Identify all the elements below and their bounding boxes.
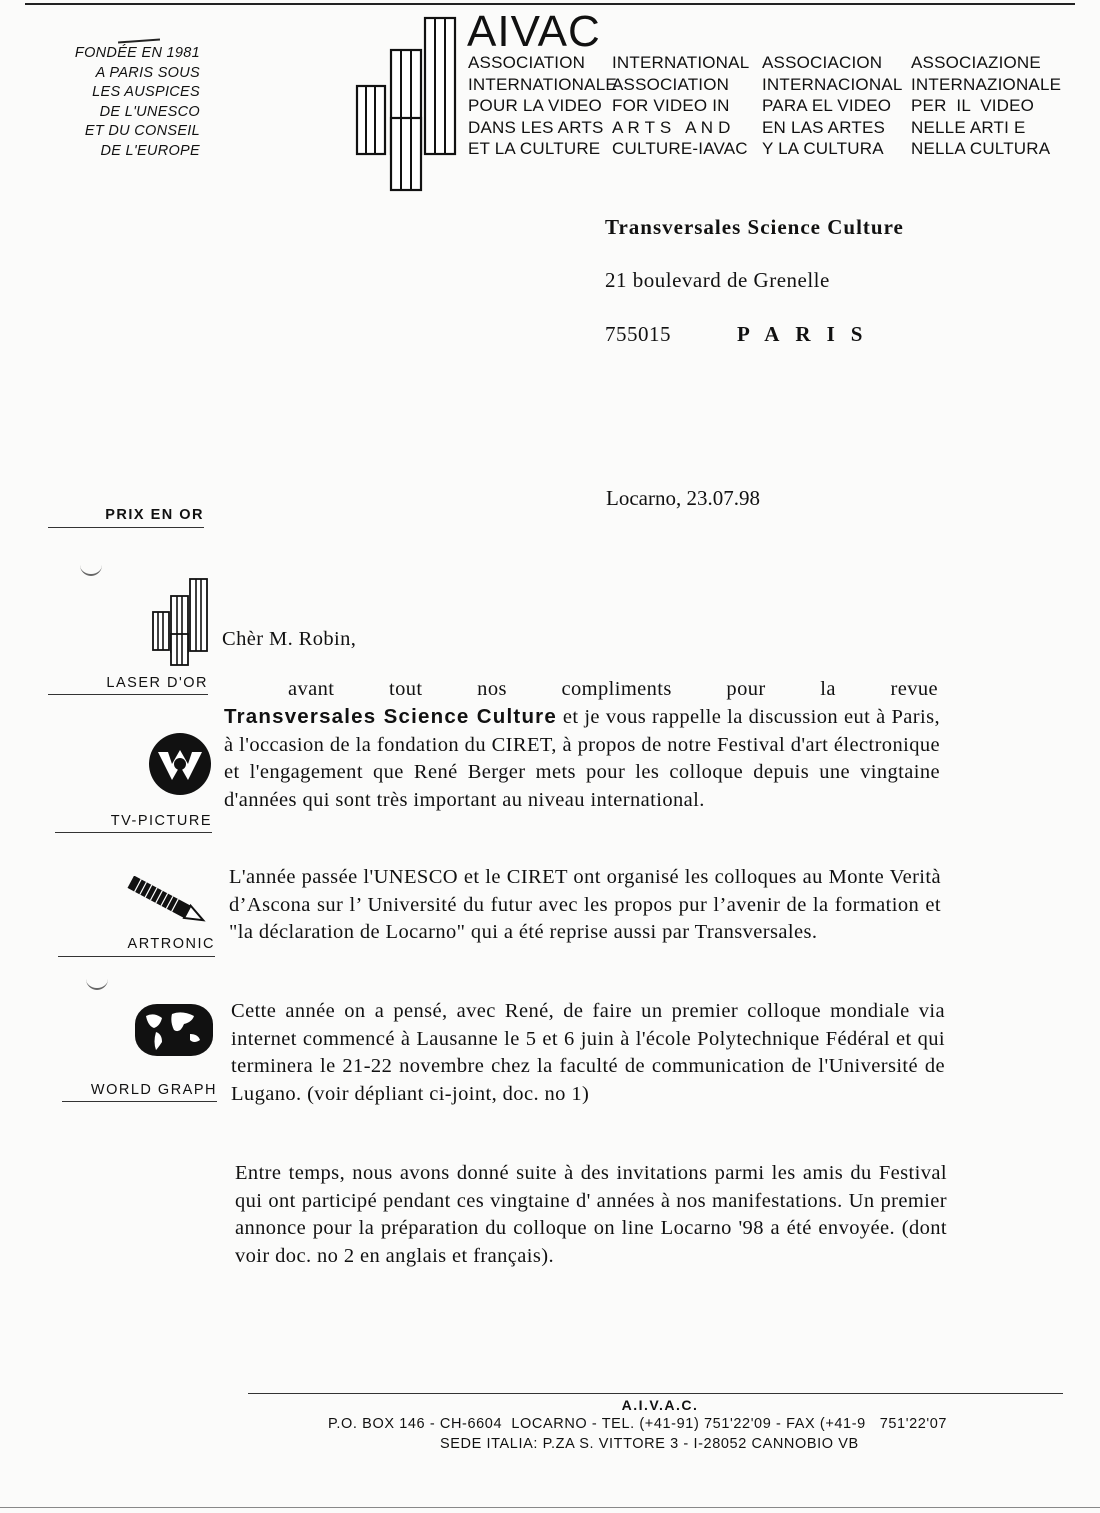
footer-organization: A.I.V.A.C. (621, 1397, 699, 1413)
paragraph-1 (224, 703, 940, 814)
paragraph-1-text: et je vous rappelle la discussion eut à Paris, à l'occasion de la fondation du CIRET, à propos de notre Festival d'art électronique et l'engagement que René Berger mets pour les colloque depuis une vingtaine d'années qui sont très important au niveau international. (224, 706, 940, 811)
association-name-italian: ASSOCIAZIONE INTERNAZIONALE PER IL VIDEO NELLE ARTI E NELLA CULTURA (911, 53, 1062, 158)
founded-line: LES AUSPICES (92, 84, 200, 100)
sidebar-rule (48, 527, 204, 528)
recipient-street: 21 boulevard de Grenelle (605, 268, 830, 292)
association-name-french: ASSOCIATION INTERNATIONALE POUR LA VIDEO DANS LES ARTS ET LA CULTURE (468, 53, 617, 158)
tv-picture-logo-icon (148, 732, 212, 796)
founded-line: ET DU CONSEIL (84, 123, 200, 139)
sidebar-tv-picture: TV-PICTURE (110, 813, 212, 829)
laser-dor-logo-icon (152, 578, 208, 666)
punch-hole (86, 976, 108, 990)
sidebar-rule (48, 694, 208, 695)
sidebar-rule (62, 1101, 217, 1102)
paragraph-1-first-line: avant tout nos compliments pour la revue (288, 678, 938, 700)
sidebar-laser-dor: LASER D'OR (106, 675, 208, 691)
top-edge-rule (25, 3, 1075, 5)
footer-contact-line: P.O. BOX 146 - CH-6604 LOCARNO - TEL. (+41-91) 751'22'09 - FAX (+41-9 751'22'07 (328, 1416, 948, 1432)
sidebar-rule (58, 956, 215, 957)
sidebar-world-graph: WORLD GRAPH (90, 1082, 217, 1098)
recipient-city: PARIS (737, 322, 879, 346)
association-name-english: INTERNATIONAL ASSOCIATION FOR VIDEO IN A R T S A N D CULTURE-IAVAC (612, 53, 750, 158)
sidebar-artronic: ARTRONIC (127, 936, 215, 952)
artronic-pen-icon (124, 876, 210, 926)
founded-line: DE L'EUROPE (100, 142, 200, 159)
paragraph-3: Cette année on a pensé, avec René, de faire un premier colloque mondiale via internet commencé à Lausanne le 5 et 6 juin à l'école Polytechnique Fédéral et qui terminera le 21-22 novembre chez la faculté de communication de l'Université de Lugano. (voir dépliant ci-joint, doc. no 1) (231, 1000, 945, 1105)
salutation: Chèr M. Robin, (222, 628, 357, 650)
letter-date: Locarno, 23.07.98 (606, 486, 760, 510)
footer-rule (248, 1393, 1063, 1394)
founded-line: FONDÉE EN 1981 (74, 45, 200, 61)
sidebar-prix-en-or: PRIX EN OR (105, 507, 204, 523)
recipient-name: Transversales Science Culture (605, 215, 904, 239)
publication-name: Transversales Science Culture (224, 705, 557, 728)
bottom-edge-rule (0, 1507, 1100, 1508)
footer-italy-address: SEDE ITALIA: P.ZA S. VITTORE 3 - I-28052 CANNOBIO VB (440, 1436, 859, 1452)
recipient-zip: 755015 (605, 322, 671, 346)
founded-dash (118, 39, 160, 43)
founded-line: DE L'UNESCO (99, 103, 200, 120)
founding-note (40, 44, 200, 161)
paragraph-4: Entre temps, nous avons donné suite à des invitations parmi les amis du Festival qui ont participé pendant ces vingtaine d' années à nos manifestations. Un premier annonce pour la préparation du colloque on line Locarno '98 a été envoyée. (dont voir doc. no 2 en anglais et français). (235, 1162, 947, 1267)
paragraph-2: L'année passée l'UNESCO et le CIRET ont organisé les colloques au Monte Verità d’Ascona sur l’ Université du futur avec les propos pur l’avenir de la formation et "la déclaration de Locarno" qui a été reprise aussi par Transversales. (229, 866, 941, 943)
sidebar-rule (55, 832, 212, 833)
world-graph-globe-icon (134, 1002, 214, 1058)
association-name-spanish: ASSOCIACION INTERNACIONAL PARA EL VIDEO EN LAS ARTES Y LA CULTURA (762, 53, 903, 158)
aivac-logo-mark (355, 16, 457, 192)
aivac-title: AIVAC (467, 7, 601, 56)
founded-line: A PARIS SOUS (95, 64, 200, 81)
punch-hole (80, 562, 102, 576)
